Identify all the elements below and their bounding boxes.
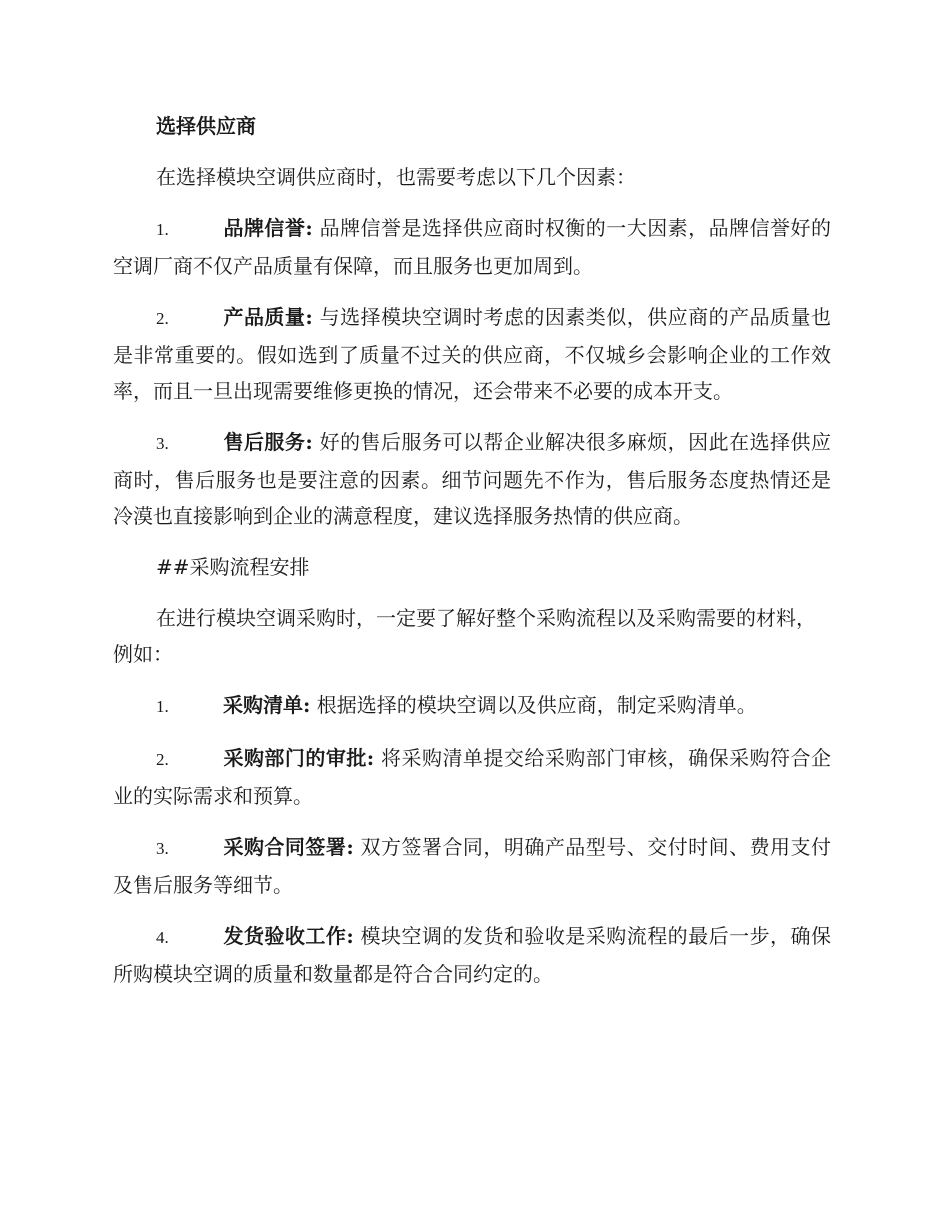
list-item-term: 采购部门的审批: — [223, 746, 375, 770]
list-item-number: 3. — [156, 434, 169, 453]
procurement-intro-paragraph: 在进行模块空调采购时，一定要了解好整个采购流程以及采购需要的材料，例如： — [113, 606, 816, 666]
procurement-list-item — [113, 687, 831, 725]
list-item-text: 品牌信誉是选择供应商时权衡的一大因素，品牌信誉好的空调厂商不仅产品质量有保障，而且服务也更加周到。 — [113, 216, 831, 278]
procurement-list-item — [113, 829, 831, 903]
list-item-term: 售后服务: — [223, 430, 313, 454]
procurement-list-item — [113, 740, 831, 814]
list-item-number: 1. — [156, 220, 169, 239]
list-item-number: 2. — [156, 750, 169, 769]
supplier-section-heading: 选择供应商 — [156, 114, 256, 138]
procurement-list-item — [113, 918, 831, 992]
list-item-text: 双方签署合同，明确产品型号、交付时间、费用支付及售后服务等细节。 — [113, 835, 832, 897]
list-item-text: 好的售后服务可以帮企业解决很多麻烦，因此在选择供应商时，售后服务也是要注意的因素。细节问题先不作为，售后服务态度热情还是冷漠也直接影响到企业的满意程度，建议选择服务热情的供应商。 — [113, 430, 831, 528]
supplier-list-item — [113, 210, 831, 284]
document-page — [113, 108, 831, 1007]
procurement-section-heading: ##采购流程安排 — [156, 555, 310, 579]
supplier-list-item — [113, 424, 831, 534]
list-item-text: 模块空调的发货和验收是采购流程的最后一步，确保所购模块空调的质量和数量都是符合合同约定的。 — [113, 924, 832, 986]
list-item-term: 品牌信誉: — [223, 216, 313, 240]
list-item-number: 4. — [156, 928, 169, 947]
list-item-text: 与选择模块空调时考虑的因素类似，供应商的产品质量也是非常重要的。假如选到了质量不过关的供应商，不仅城乡会影响企业的工作效率，而且一旦出现需要维修更换的情况，还会带来不必要的成本开支。 — [113, 305, 831, 403]
list-item-term: 产品质量: — [223, 305, 313, 329]
list-item-number: 3. — [156, 839, 169, 858]
list-item-term: 采购清单: — [223, 693, 311, 717]
list-item-text: 根据选择的模块空调以及供应商，制定采购清单。 — [310, 693, 757, 717]
list-item-term: 发货验收工作: — [223, 924, 354, 948]
list-item-text: 将采购清单提交给采购部门审核，确保采购符合企业的实际需求和预算。 — [113, 746, 831, 808]
list-item-term: 采购合同签署: — [223, 835, 354, 859]
supplier-list-item — [113, 299, 831, 409]
list-item-number: 2. — [156, 309, 169, 328]
list-item-number: 1. — [156, 697, 169, 716]
supplier-intro-paragraph: 在选择模块空调供应商时，也需要考虑以下几个因素： — [156, 165, 636, 189]
